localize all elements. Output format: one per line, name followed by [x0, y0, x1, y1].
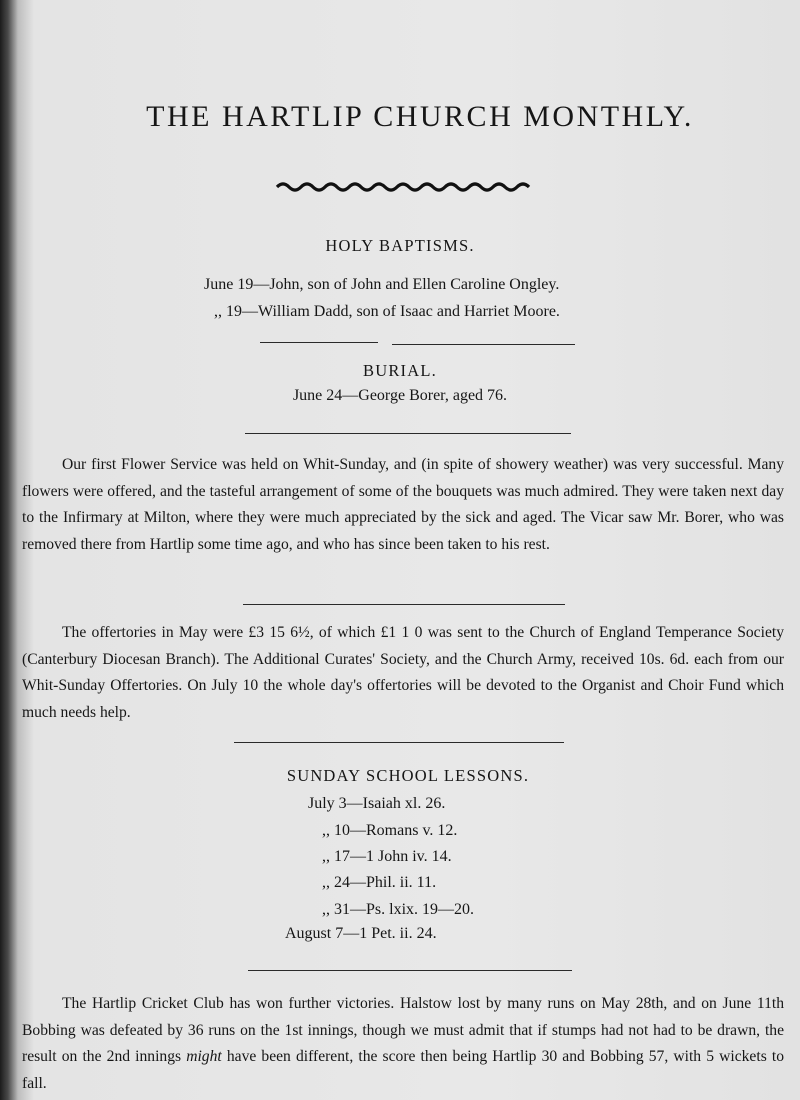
- baptism-date: ,, 19—: [214, 303, 258, 320]
- section-rule: [248, 970, 572, 971]
- lesson-item: ,, 24—Phil. ii. 11.: [322, 874, 437, 891]
- section-rule: [234, 742, 564, 743]
- offertories-text: The offertories in May were £3 15 6½, of which £1 1 0 was sent to the Church of England Temperance Society (Canterbury Diocesan Branch). The Additional Curates' Society, and the Church Army, received 10s. 6d. each from our Whit-Sunday Offertories. On July 10 the whole day's offertories will be devoted to the Organist and Choir Fund which much needs help.: [22, 624, 784, 721]
- flower-service-paragraph: [22, 452, 784, 558]
- cricket-text-end: have been different, the score then being Hartlip 30 and Bobbing 57, with 5 wickets to fall.: [22, 1048, 785, 1092]
- baptism-text: William Dadd, son of Isaac and Harriet Moore.: [258, 303, 560, 320]
- lesson-item: ,, 31—Ps. lxix. 19—20.: [322, 901, 475, 918]
- baptism-date: June 19—: [204, 276, 270, 293]
- flower-service-text: Our first Flower Service was held on Whit-Sunday, and (in spite of showery weather) was very successful. Many flowers were offered, and the tasteful arrangement of some of the bouquets was much admired. They were taken next day to the Infirmary at Milton, where they were much appreciated by the sick and aged. The Vicar saw Mr. Borer, who was removed there from Hartlip some time ago, and who has since been taken to his rest.: [22, 456, 784, 553]
- baptism-entry: [214, 303, 560, 321]
- short-rule: [392, 344, 575, 345]
- lesson-item: ,, 17—1 John iv. 14.: [322, 848, 452, 865]
- cricket-paragraph: [22, 991, 784, 1097]
- page-title: THE HARTLIP CHURCH MONTHLY.: [146, 100, 694, 133]
- lesson-item: August 7—1 Pet. ii. 24.: [285, 925, 437, 942]
- section-rule: [243, 604, 565, 605]
- section-rule: [245, 433, 571, 434]
- burial-entry: June 24—George Borer, aged 76.: [292, 387, 508, 404]
- baptisms-heading: HOLY BAPTISMS.: [325, 236, 475, 255]
- sunday-school-heading: SUNDAY SCHOOL LESSONS.: [286, 766, 530, 785]
- burial-heading: BURIAL.: [363, 361, 437, 380]
- lesson-item: July 3—Isaiah xl. 26.: [308, 795, 446, 812]
- baptism-text: John, son of John and Ellen Caroline Ongley.: [269, 276, 560, 293]
- cricket-emphasis: might: [186, 1048, 222, 1066]
- lesson-item: ,, 10—Romans v. 12.: [322, 822, 458, 839]
- offertories-paragraph: [22, 620, 784, 726]
- cricket-text: The Hartlip Cricket Club has won further victories. Halstow lost by many runs on May 28th, and on June 11th Bobbing was defeated by 36 runs on the 1st innings, though we must admit that if stumps had not had to be drawn, the result on the 2nd innings: [22, 995, 784, 1066]
- short-rule: [260, 342, 378, 343]
- baptism-entry: [204, 276, 559, 294]
- ornament-divider: [275, 180, 533, 194]
